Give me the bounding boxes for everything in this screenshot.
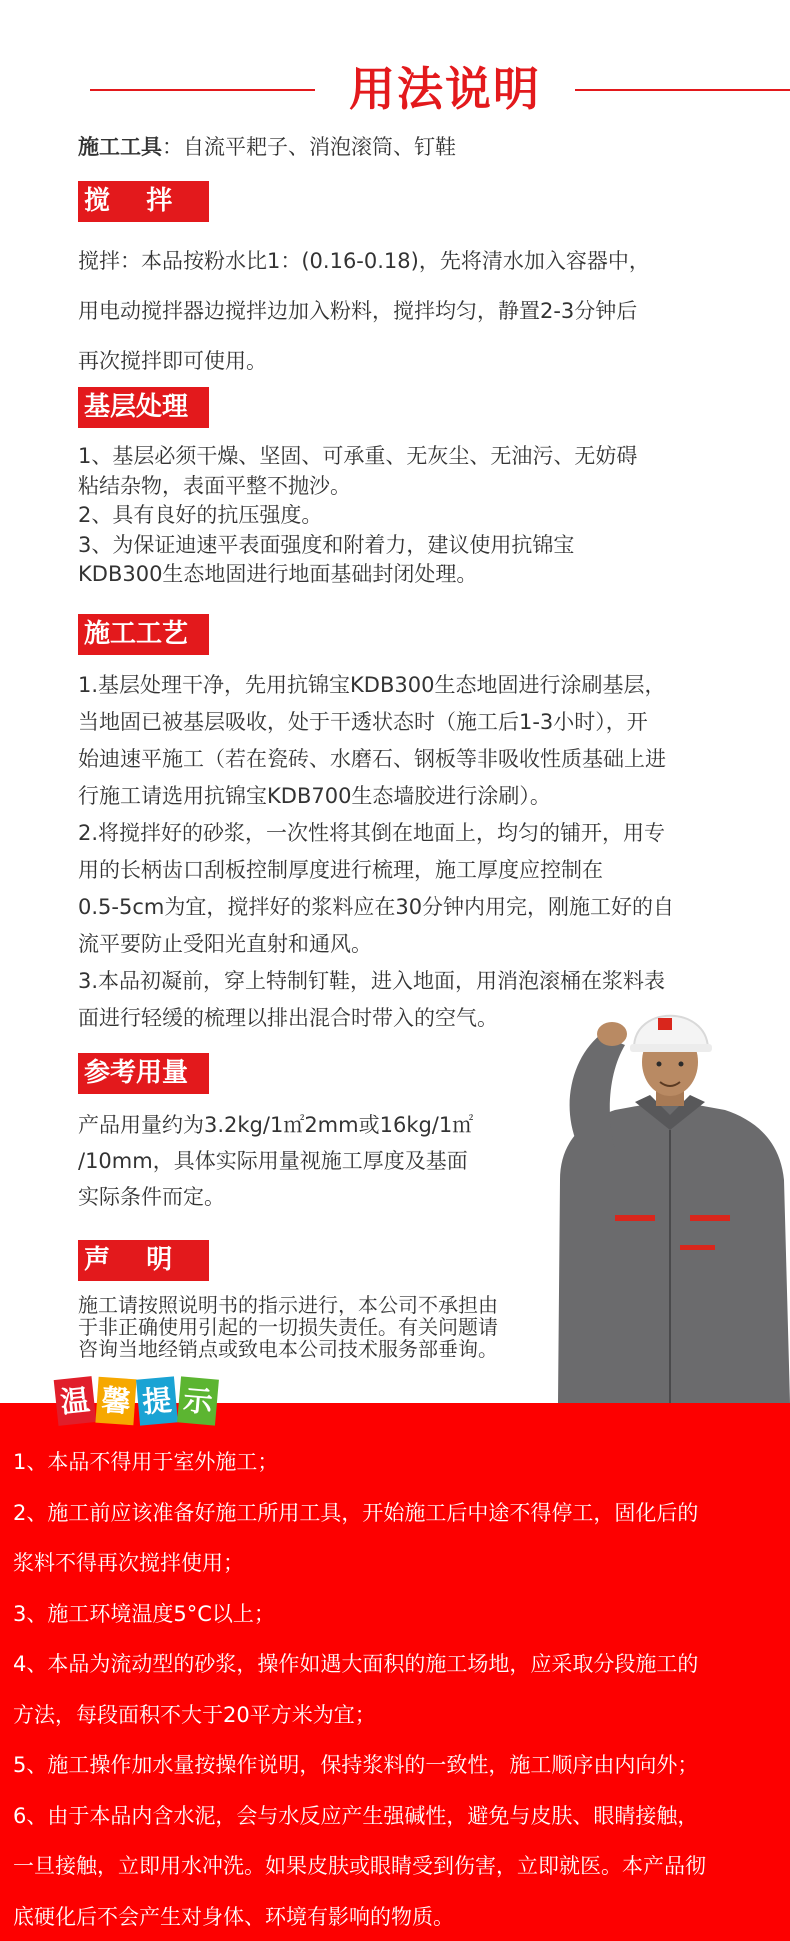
title-divider-left — [90, 89, 315, 91]
text-line: KDB300生态地固进行地面基础封闭处理。 — [78, 562, 478, 586]
text-line: 用电动搅拌器边搅拌边加入粉料，搅拌均匀，静置2-3分钟后 — [78, 299, 638, 323]
worker-illustration — [540, 1000, 790, 1403]
tip-line: 1、本品不得用于室外施工； — [13, 1450, 279, 1474]
tools-text: ：自流平耙子、消泡滚筒、钉鞋 — [162, 135, 456, 159]
section-body-statement — [78, 1294, 498, 1360]
text-line: 面进行轻缓的梳理以排出混合时带入的空气。 — [78, 1006, 498, 1030]
section-body-mixing — [78, 236, 650, 386]
text-line: 2、具有良好的抗压强度。 — [78, 503, 323, 527]
warm-tips-list — [13, 1437, 783, 1941]
tip-tag: 提 — [136, 1376, 178, 1425]
tools-label: 施工工具 — [78, 135, 162, 159]
text-line: 行施工请选用抗锦宝KDB700生态墙胶进行涂刷）。 — [78, 784, 551, 808]
section-heading-base: 基层处理 — [78, 387, 209, 428]
section-heading-statement: 声 明 — [78, 1240, 209, 1281]
text-line: 始迪速平施工（若在瓷砖、水磨石、钢板等非吸收性质基础上进 — [78, 747, 666, 771]
tip-line: 4、本品为流动型的砂浆，操作如遇大面积的施工场地，应采取分段施工的 — [13, 1652, 699, 1676]
tip-line: 6、由于本品内含水泥，会与水反应产生强碱性，避免与皮肤、眼睛接触， — [13, 1803, 699, 1828]
text-line: 搅拌：本品按粉水比1：(0.16-0.18)，先将清水加入容器中， — [78, 249, 650, 273]
text-line: 于非正确使用引起的一切损失责任。有关问题请 — [78, 1315, 498, 1339]
tip-line: 底硬化后不会产生对身体、环境有影响的物质。 — [13, 1904, 454, 1929]
warm-tips-label — [56, 1378, 217, 1424]
text-line: 0.5-5cm为宜，搅拌好的浆料应在30分钟内用完，刚施工好的自 — [78, 895, 675, 919]
text-line: 粘结杂物，表面平整不抛沙。 — [78, 473, 351, 498]
text-line: 1.基层处理干净，先用抗锦宝KDB300生态地固进行涂刷基层， — [78, 673, 666, 697]
text-line: 施工请按照说明书的指示进行，本公司不承担由 — [78, 1293, 498, 1317]
text-line: /10mm，具体实际用量视施工厚度及基面 — [78, 1149, 468, 1173]
text-line: 3、为保证迪速平表面强度和附着力，建议使用抗锦宝 — [78, 532, 575, 557]
text-line: 1、基层必须干燥、坚固、可承重、无灰尘、无油污、无妨碍 — [78, 444, 638, 468]
tip-line: 3、施工环境温度5°C以上； — [13, 1601, 275, 1626]
tip-tag: 馨 — [95, 1377, 136, 1426]
text-line: 当地固已被基层吸收，处于干透状态时（施工后1-3小时），开 — [78, 710, 648, 734]
section-heading-process: 施工工艺 — [78, 614, 209, 655]
text-line: 3.本品初凝前，穿上特制钉鞋，进入地面，用消泡滚桶在浆料表 — [78, 969, 666, 993]
text-line: 咨询当地经销点或致电本公司技术服务部垂询。 — [78, 1337, 498, 1361]
text-line: 再次搅拌即可使用。 — [78, 349, 267, 373]
text-line: 2.将搅拌好的砂浆，一次性将其倒在地面上，均匀的铺开，用专 — [78, 821, 666, 845]
text-line: 产品用量约为3.2kg/1㎡2mm或16kg/1㎡ — [78, 1113, 474, 1137]
section-body-usage — [78, 1107, 473, 1215]
section-heading-mixing: 搅 拌 — [78, 181, 209, 222]
tip-tag: 温 — [54, 1376, 97, 1426]
tip-line: 2、施工前应该准备好施工所用工具，开始施工后中途不得停工，固化后的 — [13, 1500, 699, 1525]
text-line: 流平要防止受阳光直射和通风。 — [78, 932, 372, 956]
text-line: 用的长柄齿口刮板控制厚度进行梳理，施工厚度应控制在 — [78, 858, 603, 882]
section-body-base — [78, 442, 637, 590]
tip-tag: 示 — [177, 1376, 219, 1425]
tip-line: 浆料不得再次搅拌使用； — [13, 1551, 244, 1575]
section-heading-usage: 参考用量 — [78, 1053, 209, 1094]
tip-line: 一旦接触，立即用水冲洗。如果皮肤或眼睛受到伤害，立即就医。本产品彻 — [13, 1854, 706, 1878]
section-body-process — [78, 667, 674, 1037]
title-divider-right — [575, 89, 790, 91]
tip-line: 方法，每段面积不大于20平方米为宜； — [13, 1702, 376, 1727]
tools-line — [78, 132, 456, 162]
text-line: 实际条件而定。 — [78, 1185, 225, 1209]
tip-line: 5、施工操作加水量按操作说明，保持浆料的一致性，施工顺序由内向外； — [13, 1753, 699, 1777]
page-title: 用法说明 — [349, 62, 541, 116]
